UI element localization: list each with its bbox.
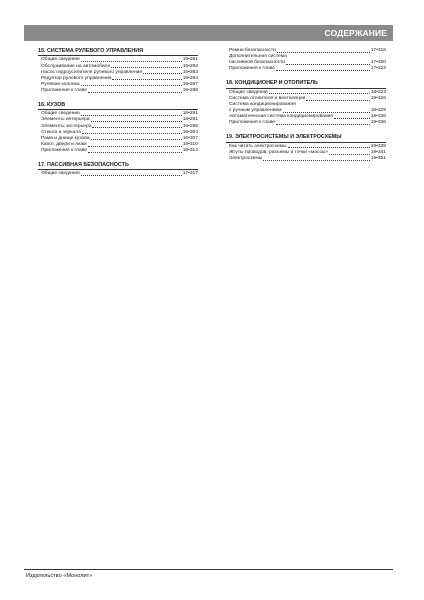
toc-entry[interactable]: с ручным управлением 18•329 (229, 108, 386, 114)
toc-entry[interactable]: Система отопителя и вентиляции 18•326 (229, 95, 386, 101)
toc-entry[interactable]: Приложения к главе 18•336 (229, 120, 386, 126)
toc-section-16 (38, 102, 198, 154)
toc-entry[interactable]: Элементы интерьера 16•291 (41, 117, 198, 123)
toc-entry[interactable]: пассивной безопасности 17•320 (229, 60, 386, 66)
right-column (226, 48, 386, 170)
toc-entry[interactable]: Рама и днище кузова 16•307 (41, 135, 198, 141)
toc-entry-line[interactable]: Дополнительная система (229, 54, 287, 60)
toc-entry[interactable]: Приложения к главе 17•322 (229, 66, 386, 72)
toc-section-18 (226, 80, 386, 126)
toc-entry[interactable]: Обслуживание на автомобиле 15•282 (41, 63, 198, 69)
toc-section-17 (38, 162, 198, 178)
toc-entry[interactable]: Автоматическая система кондиционирования 18•336 (229, 114, 386, 120)
toc-entry[interactable]: Элементы экстерьера 16•298 (41, 123, 198, 129)
toc-entry[interactable]: Общие сведения 15•281 (41, 57, 198, 63)
page-title: СОДЕРЖАНИЕ (324, 28, 387, 38)
left-column (38, 48, 198, 186)
toc-entry[interactable]: Общие сведения 18•323 (229, 89, 386, 95)
toc-entry[interactable]: Стекла и зеркала 16•304 (41, 129, 198, 135)
section-heading[interactable]: 19. ЭЛЕКТРОСИСТЕМЫ И ЭЛЕКТРОСХЕМЫ (226, 134, 386, 142)
header-bar (24, 25, 393, 41)
toc-entry[interactable]: Как читать электросхемы 19•339 (229, 143, 386, 149)
toc-entry[interactable]: Капот, двери и люки 16•310 (41, 141, 198, 147)
section-heading[interactable]: 17. ПАССИВНАЯ БЕЗОПАСНОСТЬ (38, 162, 198, 170)
toc-entry[interactable]: Насос гидроусилителя рулевого управления 15•283 (41, 69, 198, 75)
toc-entry[interactable]: Приложения к главе 15•288 (41, 87, 198, 93)
toc-section-15 (38, 48, 198, 94)
toc-entry[interactable]: Общие сведения 17•317 (41, 171, 198, 177)
toc-entry-line[interactable]: Система кондиционирования (229, 101, 296, 107)
toc-entry[interactable]: Приложения к главе 16•314 (41, 147, 198, 153)
section-heading[interactable]: 18. КОНДИЦИОНЕР И ОТОПИТЕЛЬ (226, 80, 386, 88)
toc-entry[interactable]: Ремни безопасности 17•318 (229, 48, 386, 53)
toc-entry[interactable]: Рулевая колонка 15•287 (41, 81, 198, 87)
toc-entry[interactable]: Жгуты проводов, разъемы и точки «массы» 19•341 (229, 149, 386, 155)
toc-section-19 (226, 134, 386, 162)
footer-divider (24, 569, 393, 570)
toc-entry[interactable]: Редуктор рулевого управления 15•284 (41, 75, 198, 81)
section-heading[interactable]: 16. КУЗОВ (38, 102, 198, 110)
footer-publisher: Издательство «Монолит» (26, 573, 93, 579)
toc-entry[interactable]: Электросхемы 19•351 (229, 155, 386, 161)
toc-entry[interactable]: Общие сведения 16•291 (41, 111, 198, 117)
section-heading[interactable]: 15. СИСТЕМА РУЛЕВОГО УПРАВЛЕНИЯ (38, 48, 198, 56)
toc-section-17-continued (226, 48, 386, 72)
